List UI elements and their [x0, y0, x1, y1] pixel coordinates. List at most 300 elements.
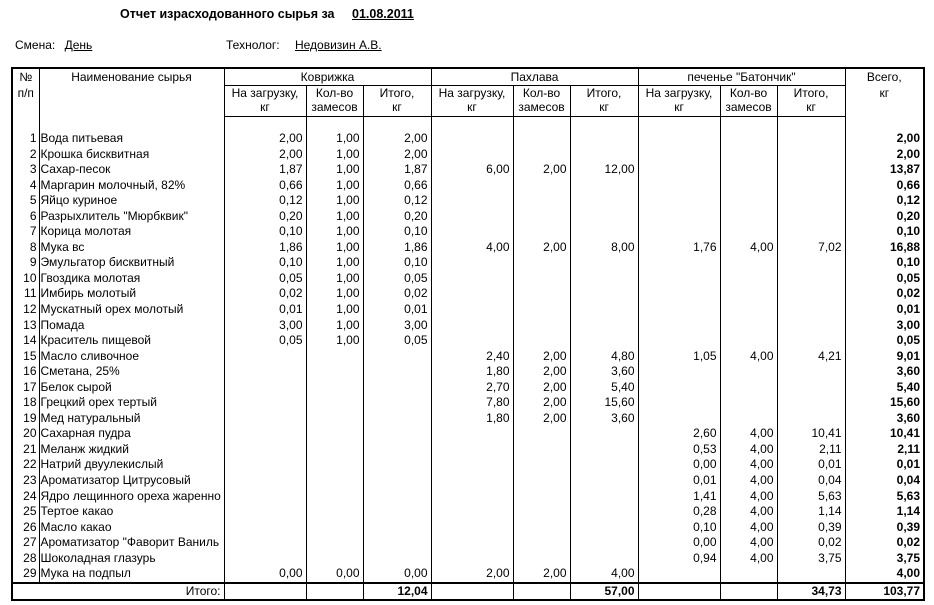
row-number: 25: [12, 504, 39, 520]
g2-subtotal: [570, 318, 638, 334]
g2-count: [513, 131, 570, 147]
row-number: 24: [12, 489, 39, 505]
table-row: [12, 193, 924, 209]
g2-count: [513, 302, 570, 318]
table-row: [12, 535, 924, 551]
g2-count: 2,00: [513, 364, 570, 380]
g2-count: [513, 178, 570, 194]
g3-count: [720, 209, 777, 225]
g3-subtotal: 5,63: [777, 489, 845, 505]
g2-load: 2,40: [431, 349, 513, 365]
g1-count: 1,00: [306, 193, 363, 209]
g1-load: [224, 349, 306, 365]
row-number: 29: [12, 566, 39, 583]
g2-load: [431, 520, 513, 536]
row-number: 21: [12, 442, 39, 458]
row-total: 4,00: [845, 566, 924, 583]
grand-total: 103,77: [845, 583, 924, 600]
g3-count: [720, 162, 777, 178]
g2-load: 7,80: [431, 395, 513, 411]
material-name: Крошка бисквитная: [39, 147, 224, 163]
table-row: [12, 457, 924, 473]
row-total: 1,14: [845, 504, 924, 520]
g2-subtotal: [570, 473, 638, 489]
g2-count: [513, 520, 570, 536]
g3-count: [720, 147, 777, 163]
g1-load: 1,87: [224, 162, 306, 178]
g2-subtotal: [570, 271, 638, 287]
table-row: [12, 131, 924, 147]
g1-count: 1,00: [306, 209, 363, 225]
g3-load: 0,28: [638, 504, 720, 520]
g3-load: [638, 131, 720, 147]
material-name: Мука на подпыл: [39, 566, 224, 583]
g1-load: 2,00: [224, 147, 306, 163]
material-name: Мука вс: [39, 240, 224, 256]
g3-count: 4,00: [720, 504, 777, 520]
g1-load: 0,05: [224, 271, 306, 287]
g1-count: [306, 473, 363, 489]
g3-load: [638, 318, 720, 334]
g2-load: [431, 442, 513, 458]
table-row: [12, 147, 924, 163]
g2-subtotal: 4,80: [570, 349, 638, 365]
report-title: [120, 7, 414, 21]
g2-load: 6,00: [431, 162, 513, 178]
col-load-header: На загрузку, кг: [224, 86, 306, 117]
g1-subtotal: 0,66: [363, 178, 431, 194]
g3-count: [720, 302, 777, 318]
g2-load: [431, 131, 513, 147]
table-row: [12, 551, 924, 567]
g1-subtotal: [363, 426, 431, 442]
g1-count: [306, 395, 363, 411]
row-total: 0,04: [845, 473, 924, 489]
g3-subtotal: 0,04: [777, 473, 845, 489]
row-number: 1: [12, 131, 39, 147]
g3-subtotal: 0,39: [777, 520, 845, 536]
row-number: 18: [12, 395, 39, 411]
g3-count: 4,00: [720, 349, 777, 365]
row-number: 4: [12, 178, 39, 194]
g1-subtotal: [363, 364, 431, 380]
table-row: [12, 349, 924, 365]
g1-subtotal: 1,86: [363, 240, 431, 256]
material-name: Помада: [39, 318, 224, 334]
g1-count: [306, 442, 363, 458]
g3-load: [638, 302, 720, 318]
g2-subtotal: 5,40: [570, 380, 638, 396]
g3-subtotal: 0,01: [777, 457, 845, 473]
table-row: [12, 411, 924, 427]
material-name: Краситель пищевой: [39, 333, 224, 349]
g1-count: [306, 364, 363, 380]
technologist-value: Недовизин А.В.: [294, 38, 382, 52]
table-row: [12, 442, 924, 458]
g1-count: 1,00: [306, 302, 363, 318]
g2-subtotal: [570, 535, 638, 551]
g2-subtotal: [570, 504, 638, 520]
g3-load: [638, 380, 720, 396]
col-count-header: Кол-во замесов: [513, 86, 570, 117]
row-number: 22: [12, 457, 39, 473]
g3-subtotal: 4,21: [777, 349, 845, 365]
table-body: [12, 117, 924, 583]
g3-count: [720, 380, 777, 396]
g1-count: 1,00: [306, 224, 363, 240]
row-number: 19: [12, 411, 39, 427]
g1-subtotal: 2,00: [363, 131, 431, 147]
col-subtotal-header: Итого, кг: [363, 86, 431, 117]
table-row: [12, 395, 924, 411]
row-number: 28: [12, 551, 39, 567]
g3-count: 4,00: [720, 426, 777, 442]
g2-count: [513, 333, 570, 349]
g3-subtotal: [777, 224, 845, 240]
col-subtotal-header: Итого, кг: [777, 86, 845, 117]
g2-count: [513, 193, 570, 209]
g1-load: 0,05: [224, 333, 306, 349]
g1-subtotal: [363, 457, 431, 473]
row-total: 0,12: [845, 193, 924, 209]
row-number: 20: [12, 426, 39, 442]
g1-count: 0,00: [306, 566, 363, 583]
g2-count: [513, 489, 570, 505]
g1-load: 2,00: [224, 131, 306, 147]
g1-load: [224, 504, 306, 520]
g3-count: [720, 271, 777, 287]
material-name: Меланж жидкий: [39, 442, 224, 458]
group-header-batonchik: печенье "Батончик": [638, 68, 845, 86]
g1-subtotal: 0,10: [363, 255, 431, 271]
row-total: 0,05: [845, 333, 924, 349]
material-name: Масло какао: [39, 520, 224, 536]
row-number: 15: [12, 349, 39, 365]
g1-subtotal: [363, 395, 431, 411]
g3-subtotal: 7,02: [777, 240, 845, 256]
g3-count: 4,00: [720, 535, 777, 551]
g3-count: [720, 131, 777, 147]
g2-subtotal: [570, 426, 638, 442]
g3-count: 4,00: [720, 240, 777, 256]
table-row: [12, 364, 924, 380]
g1-count: [306, 457, 363, 473]
row-total: 0,10: [845, 255, 924, 271]
g2-load: 4,00: [431, 240, 513, 256]
row-number: 6: [12, 209, 39, 225]
g2-count: [513, 224, 570, 240]
g2-subtotal: [570, 193, 638, 209]
g1-load: [224, 442, 306, 458]
table-row: [12, 178, 924, 194]
row-total: 0,20: [845, 209, 924, 225]
g3-load: [638, 193, 720, 209]
g1-count: [306, 520, 363, 536]
g2-count: [513, 535, 570, 551]
table-row: [12, 240, 924, 256]
g1-subtotal: 0,12: [363, 193, 431, 209]
g3-count: [720, 364, 777, 380]
g2-subtotal: 12,00: [570, 162, 638, 178]
g3-subtotal: [777, 364, 845, 380]
g1-count: 1,00: [306, 255, 363, 271]
g3-subtotal: [777, 302, 845, 318]
g3-count: 4,00: [720, 442, 777, 458]
g1-count: 1,00: [306, 271, 363, 287]
g3-count: 4,00: [720, 520, 777, 536]
row-total: 0,39: [845, 520, 924, 536]
g2-load: [431, 333, 513, 349]
g1-load: [224, 520, 306, 536]
g3-load: [638, 411, 720, 427]
g1-count: [306, 426, 363, 442]
row-total: 0,66: [845, 178, 924, 194]
g1-total: 12,04: [363, 583, 431, 600]
g2-load: [431, 193, 513, 209]
g1-subtotal: 0,10: [363, 224, 431, 240]
g1-count: 1,00: [306, 286, 363, 302]
material-name: Сахар-песок: [39, 162, 224, 178]
row-total: 16,88: [845, 240, 924, 256]
table-row: [12, 426, 924, 442]
g1-load: 0,00: [224, 566, 306, 583]
g1-load: [224, 426, 306, 442]
g1-subtotal: 3,00: [363, 318, 431, 334]
g1-subtotal: 0,20: [363, 209, 431, 225]
g2-load: 1,80: [431, 364, 513, 380]
g3-load: [638, 209, 720, 225]
table-row: [12, 286, 924, 302]
row-number: 9: [12, 255, 39, 271]
col-count-header: Кол-во замесов: [720, 86, 777, 117]
g1-subtotal: [363, 504, 431, 520]
row-total: 9,01: [845, 349, 924, 365]
g2-subtotal: [570, 442, 638, 458]
g2-count: 2,00: [513, 380, 570, 396]
g2-subtotal: 4,00: [570, 566, 638, 583]
g3-load: [638, 224, 720, 240]
totals-row: [12, 583, 924, 600]
material-name: Ядро лещинного ореха жаренно: [39, 489, 224, 505]
g2-count: [513, 473, 570, 489]
col-name-header: Наименование сырья: [39, 68, 224, 117]
material-name: Маргарин молочный, 82%: [39, 178, 224, 194]
g2-subtotal: [570, 489, 638, 505]
g3-subtotal: [777, 162, 845, 178]
row-total: 10,41: [845, 426, 924, 442]
g1-count: [306, 504, 363, 520]
g2-subtotal: 3,60: [570, 364, 638, 380]
row-number: 14: [12, 333, 39, 349]
row-number: 11: [12, 286, 39, 302]
material-name: Натрий двуулекислый: [39, 457, 224, 473]
row-total: 3,75: [845, 551, 924, 567]
table-row: [12, 209, 924, 225]
g1-load: [224, 411, 306, 427]
material-name: Масло сливочное: [39, 349, 224, 365]
g3-subtotal: 10,41: [777, 426, 845, 442]
row-number: 2: [12, 147, 39, 163]
g1-count: 1,00: [306, 240, 363, 256]
material-name: Грецкий орех тертый: [39, 395, 224, 411]
material-name: Тертое какао: [39, 504, 224, 520]
g2-count: 2,00: [513, 349, 570, 365]
row-total: 2,11: [845, 442, 924, 458]
row-total: 2,00: [845, 147, 924, 163]
material-name: Корица молотая: [39, 224, 224, 240]
g3-count: [720, 318, 777, 334]
g1-load: 0,20: [224, 209, 306, 225]
g1-count: 1,00: [306, 147, 363, 163]
g2-total: 57,00: [570, 583, 638, 600]
g1-subtotal: 2,00: [363, 147, 431, 163]
row-number: 26: [12, 520, 39, 536]
g3-count: 4,00: [720, 457, 777, 473]
g3-load: 1,05: [638, 349, 720, 365]
g3-load: 0,00: [638, 535, 720, 551]
table-row: [12, 489, 924, 505]
g3-count: 4,00: [720, 473, 777, 489]
row-total: 5,63: [845, 489, 924, 505]
row-number: 27: [12, 535, 39, 551]
g1-load: 0,02: [224, 286, 306, 302]
g3-subtotal: [777, 395, 845, 411]
g2-load: [431, 504, 513, 520]
g3-subtotal: [777, 333, 845, 349]
g1-load: [224, 457, 306, 473]
g2-load: 2,70: [431, 380, 513, 396]
g1-subtotal: [363, 442, 431, 458]
material-name: Ароматизатор "Фаворит Ваниль: [39, 535, 224, 551]
g2-count: [513, 147, 570, 163]
g3-load: [638, 178, 720, 194]
g3-subtotal: 1,14: [777, 504, 845, 520]
g3-load: 1,41: [638, 489, 720, 505]
g2-load: [431, 302, 513, 318]
material-name: Гвоздика молотая: [39, 271, 224, 287]
col-total-header: Всего, кг: [845, 68, 924, 117]
row-total: 0,02: [845, 286, 924, 302]
g3-subtotal: [777, 193, 845, 209]
g1-subtotal: [363, 380, 431, 396]
g3-count: [720, 411, 777, 427]
row-number: 16: [12, 364, 39, 380]
row-number: 17: [12, 380, 39, 396]
g3-count: [720, 255, 777, 271]
shift-info: [15, 38, 92, 52]
material-name: Мускатный орех молотый: [39, 302, 224, 318]
g2-load: 2,00: [431, 566, 513, 583]
g2-subtotal: [570, 551, 638, 567]
g2-load: [431, 255, 513, 271]
g1-count: 1,00: [306, 178, 363, 194]
row-number: 13: [12, 318, 39, 334]
g1-count: 1,00: [306, 131, 363, 147]
g2-count: [513, 286, 570, 302]
row-total: 3,60: [845, 411, 924, 427]
g3-subtotal: [777, 131, 845, 147]
g2-subtotal: [570, 224, 638, 240]
material-name: Мед натуральный: [39, 411, 224, 427]
g3-subtotal: [777, 318, 845, 334]
g1-load: [224, 380, 306, 396]
g3-load: [638, 255, 720, 271]
g1-subtotal: 0,05: [363, 271, 431, 287]
g3-subtotal: [777, 411, 845, 427]
g1-subtotal: 1,87: [363, 162, 431, 178]
g3-load: 0,01: [638, 473, 720, 489]
g2-load: [431, 318, 513, 334]
g1-load: 1,86: [224, 240, 306, 256]
g1-subtotal: [363, 551, 431, 567]
g1-load: 0,12: [224, 193, 306, 209]
g1-count: [306, 489, 363, 505]
g3-subtotal: [777, 380, 845, 396]
g1-load: [224, 535, 306, 551]
g3-load: 2,60: [638, 426, 720, 442]
g1-load: [224, 489, 306, 505]
table-row: [12, 302, 924, 318]
row-number: 5: [12, 193, 39, 209]
g2-load: [431, 147, 513, 163]
g2-count: [513, 255, 570, 271]
g3-subtotal: [777, 566, 845, 583]
group-header-pakhlava: Пахлава: [431, 68, 638, 86]
g1-subtotal: 0,00: [363, 566, 431, 583]
g2-count: [513, 504, 570, 520]
table-row: [12, 333, 924, 349]
g2-subtotal: 15,60: [570, 395, 638, 411]
totals-label: Итого:: [12, 583, 224, 600]
table-row: [12, 224, 924, 240]
g1-load: 0,10: [224, 224, 306, 240]
g1-subtotal: 0,02: [363, 286, 431, 302]
g3-subtotal: [777, 255, 845, 271]
material-name: Ароматизатор Цитрусовый: [39, 473, 224, 489]
g3-load: [638, 364, 720, 380]
row-total: 0,05: [845, 271, 924, 287]
g3-subtotal: [777, 147, 845, 163]
col-no-header: № п/п: [12, 68, 39, 117]
g2-count: 2,00: [513, 162, 570, 178]
g2-load: [431, 224, 513, 240]
material-name: Разрыхлитель "Мюрбквик": [39, 209, 224, 225]
g3-load: 0,00: [638, 457, 720, 473]
g1-load: [224, 395, 306, 411]
g1-count: 1,00: [306, 333, 363, 349]
g3-count: [720, 286, 777, 302]
g2-load: [431, 473, 513, 489]
g3-count: [720, 224, 777, 240]
g2-subtotal: [570, 457, 638, 473]
g3-load: [638, 395, 720, 411]
row-total: 0,10: [845, 224, 924, 240]
col-count-header: Кол-во замесов: [306, 86, 363, 117]
row-total: 5,40: [845, 380, 924, 396]
shift-label: Смена:: [15, 38, 56, 52]
table-row: [12, 318, 924, 334]
g1-count: [306, 380, 363, 396]
g3-subtotal: 2,11: [777, 442, 845, 458]
g2-load: [431, 426, 513, 442]
report-table-container: [11, 67, 925, 601]
g2-count: [513, 457, 570, 473]
g3-subtotal: 0,02: [777, 535, 845, 551]
material-name: Сахарная пудра: [39, 426, 224, 442]
g2-subtotal: [570, 520, 638, 536]
g1-subtotal: [363, 489, 431, 505]
g1-load: [224, 551, 306, 567]
